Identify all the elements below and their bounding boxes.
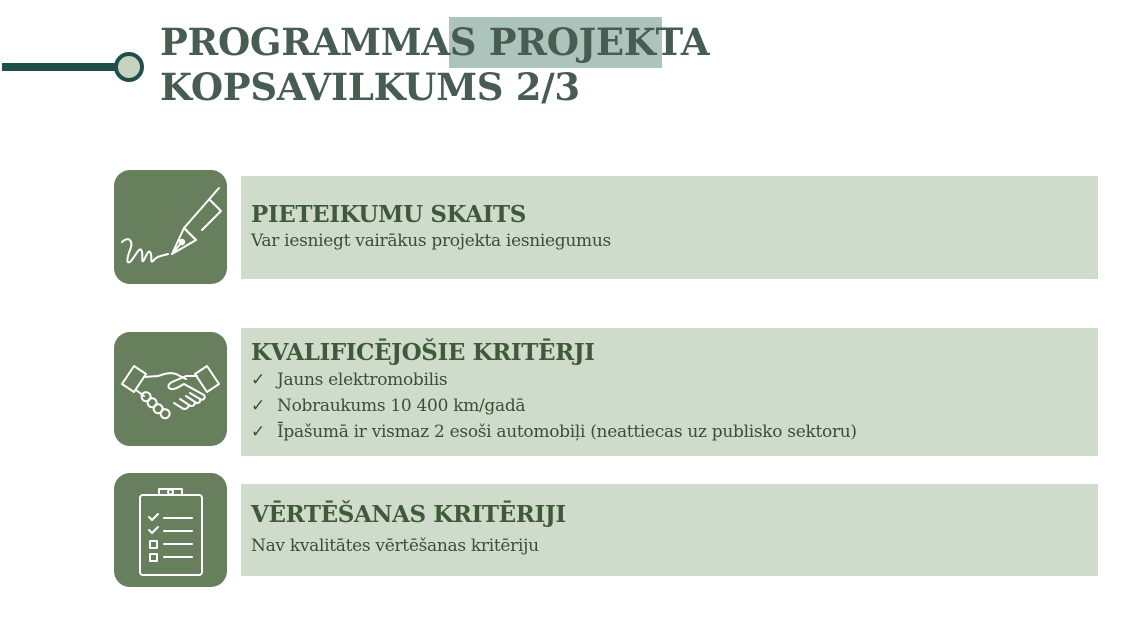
section-heading: KVALIFICĒJOŠIE KRITĒRJI (251, 339, 595, 366)
section-heading: VĒRTĒŠANAS KRITĒRIJI (251, 501, 566, 528)
list-item-text: Jauns elektromobilis (277, 370, 448, 390)
list-item (251, 419, 1098, 445)
list-item (251, 367, 1098, 393)
page-title-line-2: KOPSAVILKUMS 2/3 (160, 65, 580, 109)
section-qualification-criteria (241, 328, 1098, 456)
list-item (251, 393, 1098, 419)
list-item-text: Īpašumā ir vismaz 2 esoši automobiļi (neattiecas uz publisko sektoru) (277, 422, 857, 442)
page-title-line-1 (160, 20, 709, 65)
page-title (160, 20, 709, 110)
signature-pen-icon (114, 170, 227, 284)
section-heading: PIETEIKUMU SKAITS (251, 201, 526, 228)
title-accent-dot (114, 52, 144, 82)
check-icon: ✓ (251, 422, 265, 442)
section-text: Nav kvalitātes vērtēšanas kritēriju (251, 536, 539, 556)
page-title-part-1: PROGRAMMAS (160, 20, 489, 64)
handshake-icon (114, 332, 227, 446)
section-text: Var iesniegt vairākus projekta iesniegumus (251, 231, 611, 251)
title-accent-line (2, 63, 120, 71)
clipboard-checklist-icon (114, 473, 227, 587)
check-icon: ✓ (251, 396, 265, 416)
section-evaluation-criteria (241, 484, 1098, 576)
page-title-part-2: PROJEKTA (488, 20, 710, 64)
criteria-list (251, 367, 1098, 445)
section-applications-count (241, 176, 1098, 279)
check-icon: ✓ (251, 370, 265, 390)
list-item-text: Nobraukums 10 400 km/gadā (277, 396, 526, 416)
